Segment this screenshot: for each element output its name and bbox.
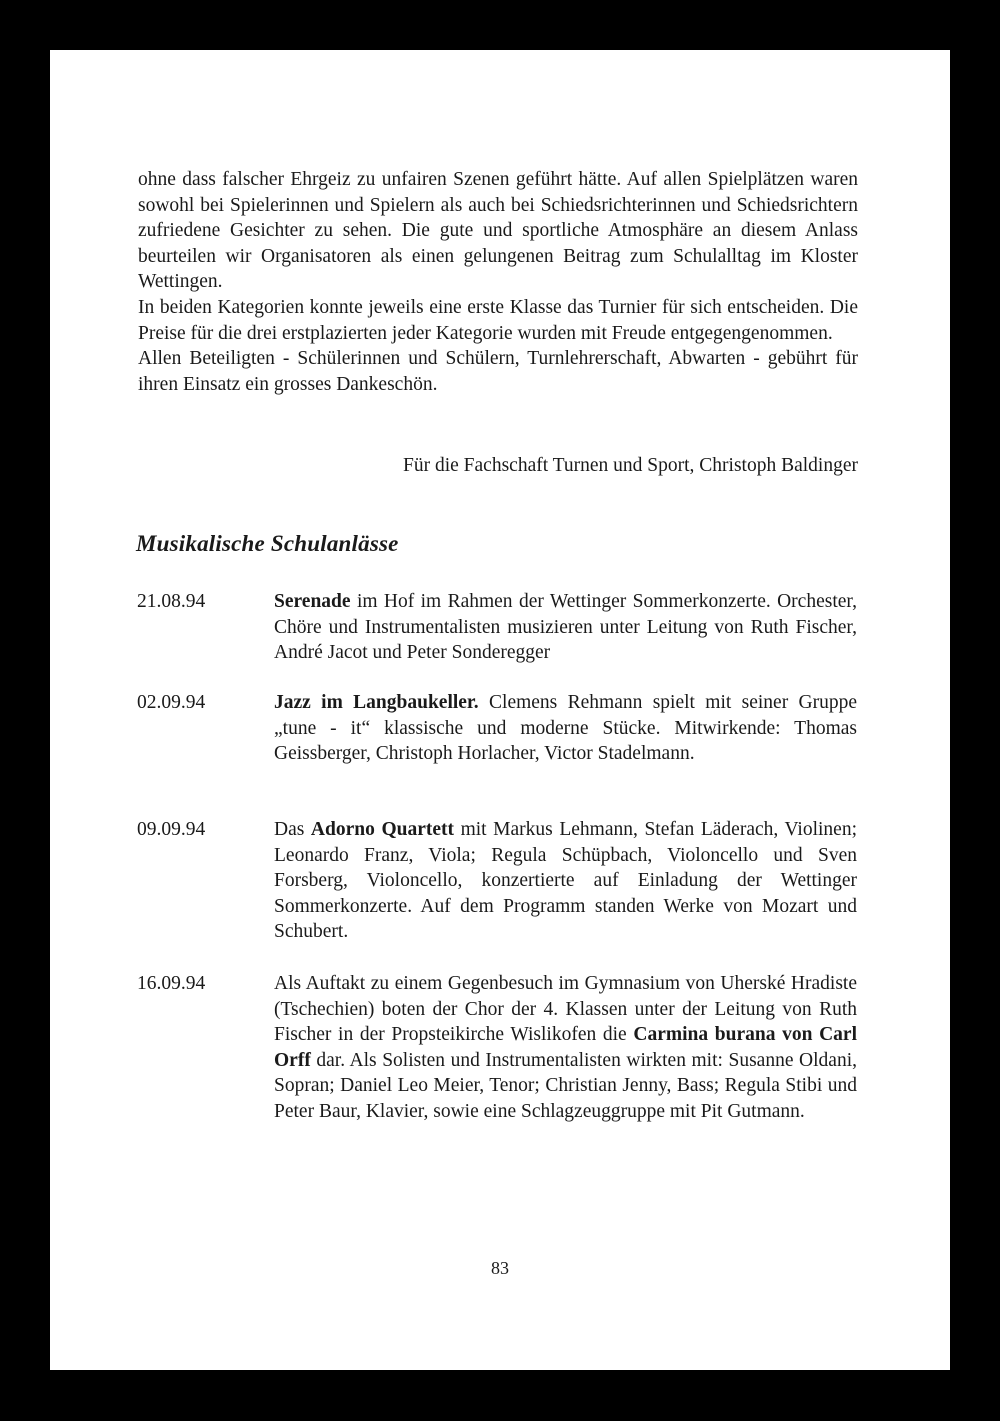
intro-text xyxy=(138,167,858,397)
event-date: 02.09.94 xyxy=(137,692,206,713)
document-page xyxy=(50,50,950,1370)
page-number: 83 xyxy=(491,1258,509,1278)
event-description xyxy=(274,690,857,767)
signature: Für die Fachschaft Turnen und Sport, Christoph Baldinger xyxy=(403,455,858,476)
event-text-post: mit Markus Lehmann, Stefan Läderach, Violinen; Leonardo Franz, Viola; Regula Schüpbach, Violoncello und Sven Forsberg, Violoncello, konzertierte auf Einladung der Wettinger Sommerkonzerte. Auf dem Programm standen Werke von Mozart und Schubert. xyxy=(274,819,857,943)
event-title: Carmina burana von Carl Orff xyxy=(274,1024,857,1071)
event-text-post: im Hof im Rahmen der Wettinger Sommerkonzerte. Orchester, Chöre und Instrumentalisten musizieren unter Leitung von Ruth Fischer, André Jacot und Peter Sonderegger xyxy=(274,591,857,664)
event-text-pre: Das xyxy=(274,819,311,840)
event-date: 21.08.94 xyxy=(137,591,206,612)
event-description xyxy=(274,589,857,666)
intro-paragraph-1: ohne dass falscher Ehrgeiz zu unfairen Szenen geführt hätte. Auf allen Spielplätzen waren sowohl bei Spielerinnen und Spielern als auch bei Schiedsrichterinnen und Schiedsrichtern zufriedene Gesichter zu sehen. Die gute und sportliche Atmosphäre an diesem Anlass beurteilen wir Organisatoren als einen gelungenen Beitrag zum Schulalltag im Kloster Wettingen. xyxy=(138,169,858,293)
event-title: Jazz im Langbaukeller. xyxy=(274,692,479,713)
event-description xyxy=(274,817,857,945)
intro-paragraph-3: Allen Beteiligten - Schülerinnen und Schülern, Turnlehrerschaft, Abwarten - gebührt für ihren Einsatz ein grosses Dankeschön. xyxy=(138,348,858,395)
event-title: Serenade xyxy=(274,591,351,612)
section-heading: Musikalische Schulanlässe xyxy=(136,531,399,556)
event-description xyxy=(274,971,857,1125)
event-text-post: dar. Als Solisten und Instrumentalisten wirkten mit: Susanne Oldani, Sopran; Daniel Leo Meier, Tenor; Christian Jenny, Bass; Regula Stibi und Peter Baur, Klavier, sowie eine Schlagzeuggruppe mit Pit Gutmann. xyxy=(274,1049,857,1122)
event-date: 16.09.94 xyxy=(137,973,206,994)
intro-paragraph-2: In beiden Kategorien konnte jeweils eine erste Klasse das Turnier für sich entscheiden. Die Preise für die drei erstplazierten jeder Kategorie wurden mit Freude entgegengenommen. xyxy=(138,296,858,344)
event-text-pre: Als Auftakt zu einem Gegenbesuch im Gymnasium von Uherské Hradiste (Tschechien) boten der Chor der 4. Klassen unter der Leitung von Ruth Fischer in der Propsteikirche Wislikofen die xyxy=(274,973,857,1046)
event-date: 09.09.94 xyxy=(137,819,206,840)
event-title: Adorno Quartett xyxy=(310,819,454,840)
event-text-post: Clemens Rehmann spielt mit seiner Gruppe „tune - it“ klassische und moderne Stücke. Mitwirkende: Thomas Geissberger, Christoph Horlacher, Victor Stadelmann. xyxy=(274,692,858,765)
